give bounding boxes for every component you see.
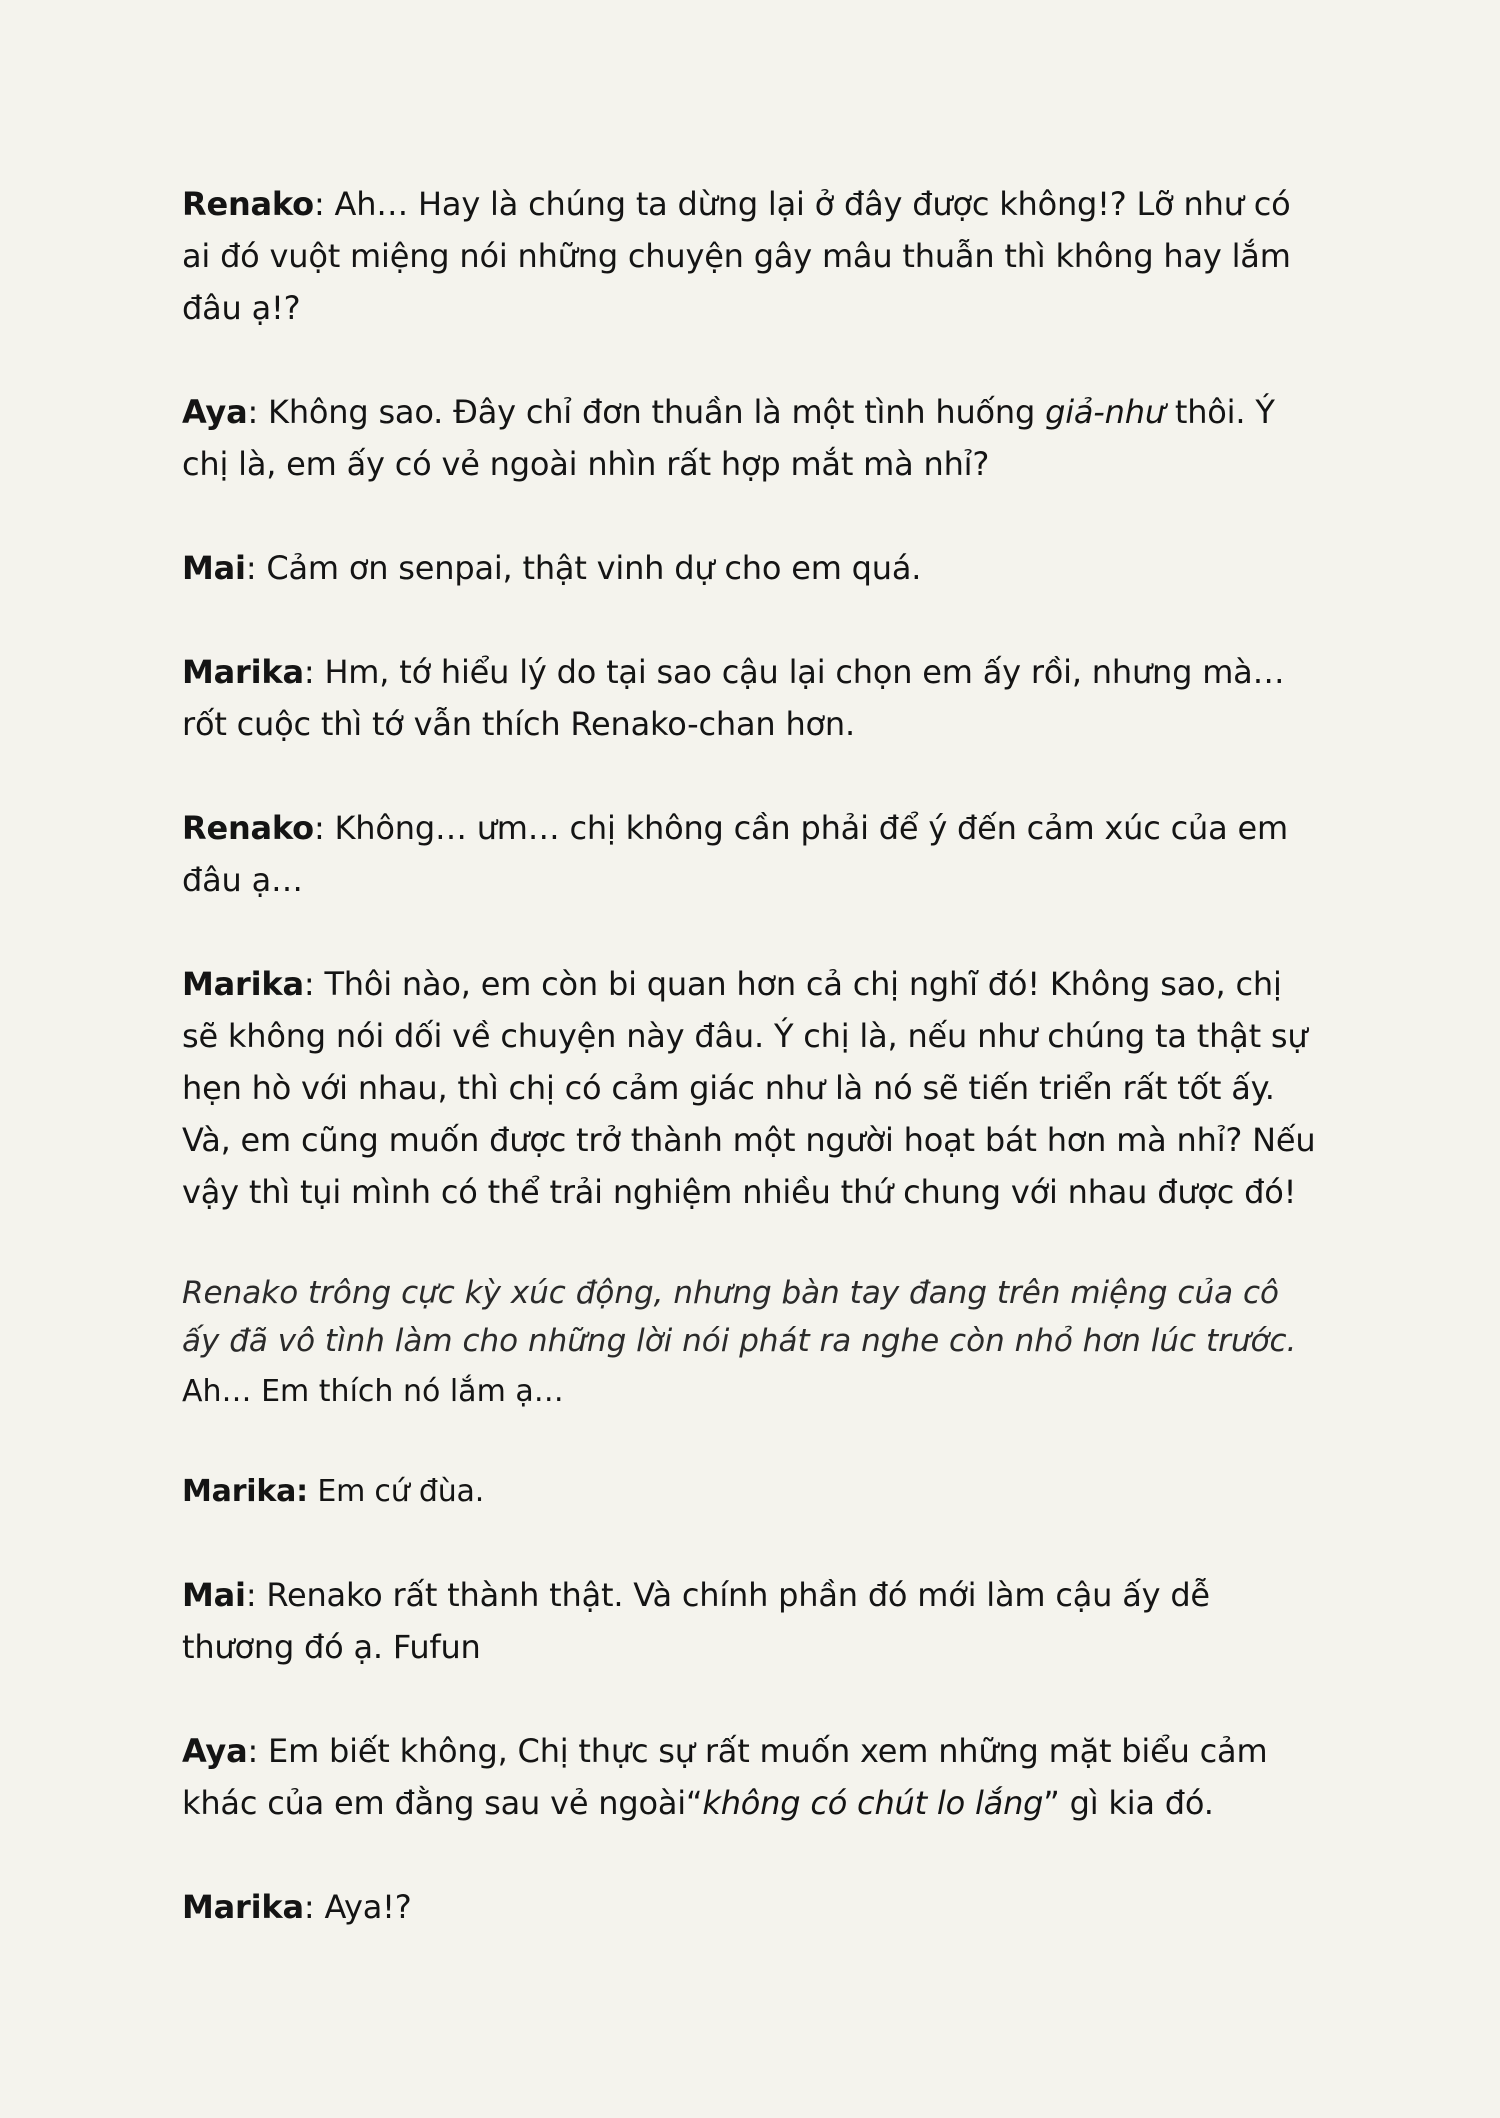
emphasis-text: giả-như — [1045, 393, 1165, 431]
dialogue-line — [182, 802, 1320, 906]
speaker-name: Mai — [182, 1576, 246, 1614]
spoken-text: Ah… Em thích nó lắm ạ… — [182, 1374, 564, 1409]
separator: : — [247, 1732, 269, 1770]
dialogue-text: Không… ưm… chị không cần phải để ý đến cảm xúc của em đâu ạ… — [182, 809, 1288, 899]
dialogue-text: ” gì kia đó. — [1043, 1784, 1214, 1822]
dialogue-text: Em cứ đùa. — [317, 1474, 485, 1509]
narration-paragraph — [182, 1270, 1320, 1417]
dialogue-text: Không sao. Đây chỉ đơn thuần là một tình huống — [268, 393, 1046, 431]
speaker-name: Renako — [182, 809, 314, 847]
dialogue-text: Ah… Hay là chúng ta dừng lại ở đây được không!? Lỡ như có ai đó vuột miệng nói những chuyện gây mâu thuẫn thì không hay lắm đâu ạ!? — [182, 185, 1291, 327]
speaker-name: Mai — [182, 549, 246, 587]
speaker-name: Aya — [182, 393, 248, 431]
separator: : — [303, 653, 325, 691]
dialogue-line — [182, 646, 1320, 750]
speaker-name: Marika — [182, 653, 304, 691]
separator: : — [303, 1888, 325, 1926]
dialogue-line — [182, 178, 1320, 334]
dialogue-line — [182, 1467, 1320, 1517]
speaker-name: Marika — [182, 1888, 304, 1926]
dialogue-line — [182, 958, 1320, 1218]
dialogue-text: Thôi nào, em còn bi quan hơn cả chị nghĩ đó! Không sao, chị sẽ không nói dối về chuyện này đâu. Ý chị là, nếu như chúng ta thật sự hẹn hò với nhau, thì chị có cảm giác như là nó sẽ tiến triển rất tốt ấy. Và, em cũng muốn được trở thành một người hoạt bát hơn mà nhỉ? Nếu vậy thì tụi mình có thể trải nghiệm nhiều thứ chung với nhau được đó! — [182, 965, 1316, 1211]
dialogue-line — [182, 1569, 1320, 1673]
dialogue-text: Cảm ơn senpai, thật vinh dự cho em quá. — [266, 549, 922, 587]
separator: : — [313, 809, 335, 847]
dialogue-line — [182, 1881, 1320, 1933]
separator: : — [313, 185, 335, 223]
dialogue-text: Aya!? — [324, 1888, 412, 1926]
dialogue-line — [182, 386, 1320, 490]
speaker-name: Marika: — [182, 1474, 308, 1509]
dialogue-text: Em biết không, Chị thực sự rất muốn xem những mặt biểu cảm khác của em đằng sau vẻ ngoài“ — [182, 1732, 1268, 1822]
separator: : — [245, 549, 267, 587]
dialogue-text: Hm, tớ hiểu lý do tại sao cậu lại chọn em ấy rồi, nhưng mà… rốt cuộc thì tớ vẫn thích Renako-chan hơn. — [182, 653, 1285, 743]
separator — [308, 1474, 317, 1509]
narration-text: Renako trông cực kỳ xúc động, nhưng bàn tay đang trên miệng của cô ấy đã vô tình làm cho những lời nói phát ra nghe còn nhỏ hơn lúc trước. — [182, 1275, 1297, 1359]
separator: : — [245, 1576, 267, 1614]
dialogue-text: Renako rất thành thật. Và chính phần đó mới làm cậu ấy dễ thương đó ạ. Fufun — [182, 1576, 1210, 1666]
dialogue-line — [182, 542, 1320, 594]
separator: : — [247, 393, 269, 431]
speaker-name: Aya — [182, 1732, 248, 1770]
dialogue-line — [182, 1725, 1320, 1829]
speaker-name: Renako — [182, 185, 314, 223]
separator: : — [303, 965, 325, 1003]
emphasis-text: không có chút lo lắng — [702, 1784, 1044, 1822]
dialogue-text: thôi. Ý chị là, em ấy có vẻ ngoài nhìn rất hợp mắt mà nhỉ? — [182, 393, 1275, 483]
speaker-name: Marika — [182, 965, 304, 1003]
